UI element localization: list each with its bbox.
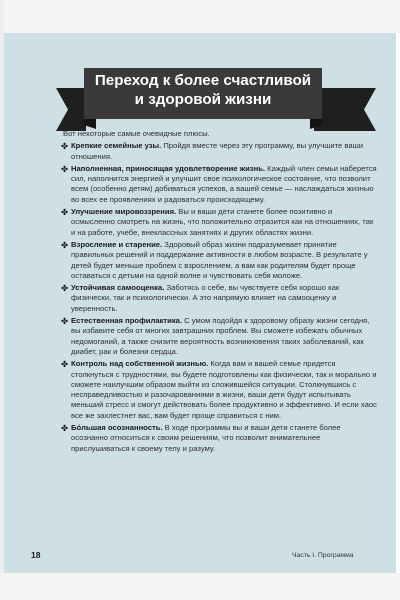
running-footer-section: Часть I. Программа bbox=[292, 552, 354, 559]
benefit-item bbox=[62, 359, 378, 421]
scan-border-bottom bbox=[0, 573, 400, 600]
benefit-item bbox=[62, 316, 378, 357]
four-petal-flower-icon: ✤ bbox=[61, 283, 69, 294]
four-petal-flower-icon: ✤ bbox=[61, 359, 69, 370]
intro-paragraph: Вот некоторые самые очевидные плюсы. bbox=[63, 129, 210, 138]
benefit-item bbox=[62, 141, 378, 162]
four-petal-flower-icon: ✤ bbox=[61, 163, 69, 174]
benefit-text: Каждый член семьи наберется сил, наполнится энергией и улучшит свое психологическое состояние, что позволит всем (особенно детям) добиваться успехов, а вашей семье — наслаждаться жизнью во всех ее проявлениях и радоваться происходящему. bbox=[71, 163, 377, 204]
four-petal-flower-icon: ✤ bbox=[61, 316, 69, 327]
title-ribbon-banner bbox=[4, 33, 396, 143]
four-petal-flower-icon: ✤ bbox=[61, 207, 69, 218]
body-text bbox=[62, 129, 378, 456]
benefit-heading: Улучшение мировоззрения. bbox=[71, 207, 177, 217]
chapter-title-line-1: Переход к более счастливой bbox=[94, 72, 312, 89]
page-paper bbox=[4, 33, 396, 573]
benefit-text: Когда вам и вашей семье придется столкнуться с трудностями, вы будете подготовлены как физически, так и морально и сможете наилучшим образом выйти из сложившейся ситуации. Столкнувшись с несправедливостью и разочарованиями в жизни, ваши дети будут испытывать меньший стресс и смогут действовать более продуктивно и эффективно. И если хаос все же захлестнет вас, вам будет проще справиться с ним. bbox=[71, 359, 377, 420]
benefit-item bbox=[62, 207, 378, 238]
benefit-text: Пройдя вместе через эту программу, вы улучшите ваши отношения. bbox=[71, 141, 364, 161]
ribbon-left-tail bbox=[56, 88, 86, 131]
benefit-text: Заботясь о себе, вы чувствуете себя хорошо как физически, так и психологически. А это напрямую влияет на самооценку и уверенность. bbox=[71, 283, 340, 313]
page-number: 18 bbox=[31, 550, 41, 560]
four-petal-flower-icon: ✤ bbox=[61, 239, 69, 250]
benefit-heading: Наполненная, приносящая удовлетворение жизнь. bbox=[71, 163, 266, 173]
benefit-text: В ходе программы вы и ваши дети станете более осознанно относиться к своим решениям, что позволит внимательнее прислушиваться к своему телу и разуму. bbox=[71, 423, 341, 453]
benefit-heading: Устойчивая самооценка. bbox=[71, 283, 165, 293]
benefit-text: Здоровый образ жизни подразумевает принятие правильных решений и поддержание активности в любом возрасте. В результате у детей будет меньше проблем с взрослением, а вам как родителям будет проще оставаться с детьми на одной волне и чувствовать себя моложе. bbox=[71, 239, 368, 280]
benefit-item bbox=[62, 240, 378, 281]
four-petal-flower-icon: ✤ bbox=[61, 423, 69, 434]
chapter-title-line-2: и здоровой жизни bbox=[134, 91, 272, 108]
four-petal-flower-icon: ✤ bbox=[61, 141, 69, 152]
ribbon-right-tail bbox=[314, 88, 376, 131]
benefit-text: С умом подойдя к здоровому образу жизни сегодня, вы избавите себя от многих завтрашних проблем. Вы сможете избежать обычных недомоганий, а также снизите вероятность возникновения таких заболеваний, как диабет, рак и болезни сердца. bbox=[71, 316, 370, 356]
benefit-heading: Крепкие семейные узы. bbox=[71, 141, 162, 151]
benefit-item bbox=[62, 423, 378, 454]
chapter-title bbox=[90, 71, 316, 109]
benefit-item bbox=[62, 283, 378, 314]
benefit-heading: Естественная профилактика. bbox=[71, 316, 183, 326]
scan-border-top bbox=[0, 0, 400, 33]
benefit-item bbox=[62, 164, 378, 205]
benefits-list bbox=[62, 141, 378, 454]
benefit-text: Вы и ваши дети станете более позитивно и осмысленно смотреть на жизнь, что положительно отразится как на отношениях, так и на работе, учебе, внеклассных занятиях и других областях жизни. bbox=[71, 207, 374, 237]
benefit-heading: Взросление и старение. bbox=[71, 239, 163, 249]
benefit-heading: Бóльшая осознанность. bbox=[71, 423, 163, 433]
benefit-heading: Контроль над собственной жизнью. bbox=[71, 359, 209, 369]
